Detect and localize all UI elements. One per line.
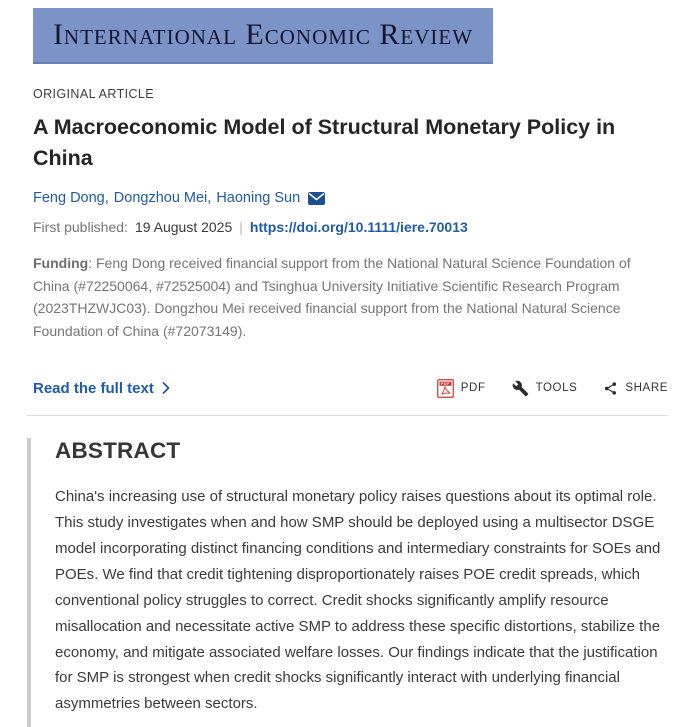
pdf-icon	[437, 379, 454, 398]
tools-button[interactable]	[512, 380, 578, 397]
share-button[interactable]	[603, 380, 668, 397]
article-page	[33, 8, 668, 727]
funding-statement	[33, 252, 668, 342]
pdf-label: PDF	[460, 382, 486, 395]
separator: |	[239, 219, 243, 236]
first-published-label: First published:	[33, 219, 128, 236]
svg-text:PDF: PDF	[440, 381, 450, 386]
pdf-button[interactable]	[437, 379, 486, 398]
email-icon[interactable]	[308, 192, 325, 205]
funding-label: Funding	[33, 255, 89, 272]
doi-link[interactable]: https://doi.org/10.1111/iere.70013	[249, 219, 468, 236]
section-divider	[27, 415, 668, 416]
journal-title: International Economic Review	[52, 18, 474, 51]
action-toolbar	[33, 379, 668, 398]
read-full-text-link[interactable]	[33, 380, 170, 397]
share-label: SHARE	[625, 382, 668, 395]
chevron-right-icon	[162, 382, 170, 394]
abstract-text: China's increasing use of structural monetary policy raises questions about its optimal role. This study investigates when and how SMP should be deployed using a multisector DSGE model incorporating distinct financing conditions and intermediary constraints for SOEs and POEs. We find that credit tightening disproportionately raises POE credit spreads, which conventional policy struggles to correct. Credit shocks significantly amplify resource misallocation and necessitate active SMP to address these specific distortions, stabilize the economy, and mitigate associated welfare losses. Our findings indicate that the justification for SMP is strongest when credit shocks significantly interact with underlying financial asymmetries between sectors.	[55, 487, 661, 713]
author-link[interactable]: Dongzhou Mei,	[113, 190, 212, 207]
share-icon	[603, 380, 618, 397]
funding-text: : Feng Dong received financial support from the National Natural Science Foundation of China (#72250064, #72525004) and Tsinghua University Initiative Scientific Research Program (2023THZWJC03). Dongzhou Mei received financial support from the National Natural Science Foundation of China (#72073149).	[33, 255, 631, 339]
read-full-text-label: Read the full text	[33, 379, 154, 397]
author-link[interactable]: Haoning Sun	[216, 190, 301, 207]
abstract-section	[27, 438, 668, 727]
publication-info	[33, 219, 668, 235]
article-title: A Macroeconomic Model of Structural Monetary Policy in China	[33, 115, 616, 171]
publication-date: 19 August 2025	[134, 219, 233, 236]
abstract-heading: ABSTRACT	[55, 437, 181, 463]
tool-group	[437, 379, 668, 398]
article-category: ORIGINAL ARTICLE	[33, 87, 155, 101]
wrench-icon	[512, 380, 529, 397]
author-list	[33, 190, 668, 206]
tools-label: TOOLS	[535, 382, 578, 395]
journal-banner[interactable]	[33, 8, 493, 64]
author-link[interactable]: Feng Dong,	[33, 190, 109, 207]
